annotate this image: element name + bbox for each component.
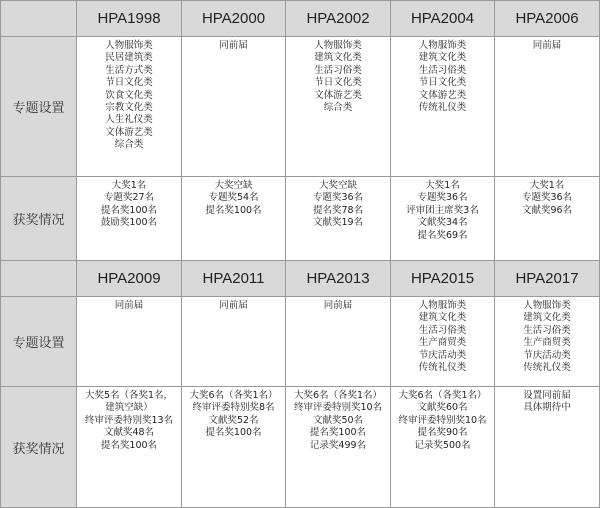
cell-line: 宗教文化类 [105,102,153,114]
cell-lines [77,177,181,230]
row-label: 获奖情况 [1,177,77,261]
cell-lines [495,37,599,52]
cell-lines [77,37,181,152]
cell-line: 专题奖27名 [103,192,155,204]
cell-line: 生活习俗类 [523,324,571,336]
data-cell [495,177,600,261]
cell-line: 文献奖19名 [312,217,364,229]
cell-line: 大奖5名（各奖1名， [84,390,174,401]
cell-line: 生活习俗类 [418,64,467,76]
cell-line: 同前届 [532,40,562,51]
cell-lines [495,387,599,415]
cell-line: 文体游艺类 [418,89,467,101]
cell-line: 生产商贸类 [418,337,467,349]
cell-line: 提名奖100名 [100,439,158,451]
data-cell [182,37,286,177]
cell-lines [77,387,181,452]
cell-line: 专题奖54名 [208,192,259,204]
cell-lines [182,297,285,312]
cell-line: 大奖空缺 [214,180,253,191]
cell-line: 终审评委特别奖13名 [84,414,174,426]
cell-line: 建筑文化类 [523,312,571,324]
cell-lines [391,297,494,374]
cell-lines [286,177,390,230]
cell-line: 生活方式类 [105,64,153,76]
topic-row [1,297,600,387]
cell-line: 设置同前届 [523,390,571,401]
cell-line: 具体期待中 [523,402,571,414]
award-row [1,387,600,508]
cell-line: 记录奖499名 [309,439,367,451]
cell-line: 专题奖36名 [312,192,364,204]
cell-line: 同前届 [323,300,353,311]
cell-lines [286,37,390,114]
cell-line: 同前届 [219,300,248,311]
year-header: HPA2000 [182,1,286,37]
cell-line: 饮食文化类 [105,89,153,101]
cell-line: 人物服饰类 [105,40,153,51]
award-row [1,177,600,261]
cell-line: 人物服饰类 [418,300,467,311]
cell-line: 提名奖100名 [100,204,158,216]
cell-line: 文献奖60名 [417,402,468,414]
cell-line: 提名奖100名 [205,427,262,439]
cell-lines [182,177,285,217]
year-header: HPA2011 [182,261,286,297]
data-cell [391,177,495,261]
cell-lines [286,297,390,312]
data-cell [391,297,495,387]
cell-line: 节日文化类 [105,77,153,89]
cell-line: 提名奖100名 [309,427,367,439]
cell-line: 大奖6名（各奖1名） [293,390,383,401]
corner-cell [1,1,77,37]
cell-lines [182,37,285,52]
cell-lines [391,37,494,114]
cell-line: 专题奖36名 [521,192,573,204]
data-cell [495,387,600,508]
cell-line: 文献奖48名 [103,427,155,439]
cell-lines [286,387,390,452]
data-cell [77,37,182,177]
cell-line: 建筑文化类 [418,52,467,64]
year-header: HPA2006 [495,1,600,37]
cell-line: 人物服饰类 [314,40,362,51]
data-cell [391,37,495,177]
cell-line: 生活习俗类 [314,64,362,76]
data-cell [495,297,600,387]
cell-line: 大奖1名 [425,180,460,191]
row-label: 专题设置 [1,297,77,387]
cell-line: 建筑文化类 [314,52,362,64]
cell-line: 同前届 [219,40,248,51]
cell-line: 大奖空缺 [318,180,357,191]
cell-line: 文献奖50名 [312,414,364,426]
year-header: HPA2002 [286,1,391,37]
year-header: HPA2015 [391,261,495,297]
cell-line: 综合类 [323,102,353,114]
cell-lines [495,177,599,217]
cell-line: 生活习俗类 [418,324,467,336]
cell-line: 文献奖96名 [521,204,573,216]
cell-line: 大奖1名 [529,180,565,191]
cell-line: 终审评委特别奖10名 [398,414,487,426]
cell-line: 文体游艺类 [314,89,362,101]
cell-line: 传统礼仪类 [418,102,467,114]
cell-line: 提名奖69名 [417,229,468,241]
data-cell [286,177,391,261]
year-header: HPA2013 [286,261,391,297]
year-header-row [1,1,600,37]
cell-line: 综合类 [114,139,144,151]
cell-line: 节日文化类 [314,77,362,89]
row-label: 获奖情况 [1,387,77,508]
data-cell [495,37,600,177]
data-cell [182,387,286,508]
cell-lines [391,177,494,242]
topic-row [1,37,600,177]
year-header-row [1,261,600,297]
cell-line: 提名奖78名 [312,204,364,216]
year-header: HPA2004 [391,1,495,37]
data-cell [77,177,182,261]
corner-cell [1,261,77,297]
data-cell [77,297,182,387]
cell-line: 传统礼仪类 [523,362,571,374]
cell-line: 提名奖90名 [417,427,468,439]
cell-line: 传统礼仪类 [418,362,467,374]
cell-lines [77,297,181,312]
year-header: HPA2009 [77,261,182,297]
cell-line: 文体游艺类 [105,126,153,138]
cell-line: 大奖1名 [111,180,147,191]
cell-line: 文献奖52名 [208,414,259,426]
cell-line: 建筑空缺） [105,402,153,414]
cell-line: 终审评委特别奖10名 [293,402,383,414]
cell-line: 大奖6名（各奖1名） [189,390,278,401]
cell-line: 鼓励奖100名 [100,217,158,229]
data-cell [77,387,182,508]
cell-lines [391,387,494,452]
cell-line: 大奖6名（各奖1名） [398,390,487,401]
cell-line: 人物服饰类 [418,40,467,51]
data-cell [182,177,286,261]
cell-line: 人生礼仪类 [105,114,153,126]
cell-line: 文献奖34名 [417,217,468,229]
cell-lines [182,387,285,440]
cell-line: 终审评委特别奖8名 [192,402,275,414]
cell-line: 建筑文化类 [418,312,467,324]
data-cell [286,297,391,387]
cell-line: 节庆活动类 [418,349,467,361]
cell-line: 节庆活动类 [523,349,571,361]
data-cell [182,297,286,387]
cell-line: 民居建筑类 [105,52,153,64]
row-label: 专题设置 [1,37,77,177]
cell-line: 同前届 [114,300,144,311]
data-cell [286,37,391,177]
cell-line: 评审团主席奖3名 [406,204,479,216]
data-cell [286,387,391,508]
cell-line: 专题奖36名 [417,192,468,204]
year-header: HPA1998 [77,1,182,37]
cell-line: 记录奖500名 [414,439,471,451]
cell-lines [495,297,599,374]
year-header: HPA2017 [495,261,600,297]
cell-line: 人物服饰类 [523,300,571,311]
cell-line: 提名奖100名 [205,204,262,216]
cell-line: 节日文化类 [418,77,467,89]
data-cell [391,387,495,508]
cell-line: 生产商贸类 [523,337,571,349]
